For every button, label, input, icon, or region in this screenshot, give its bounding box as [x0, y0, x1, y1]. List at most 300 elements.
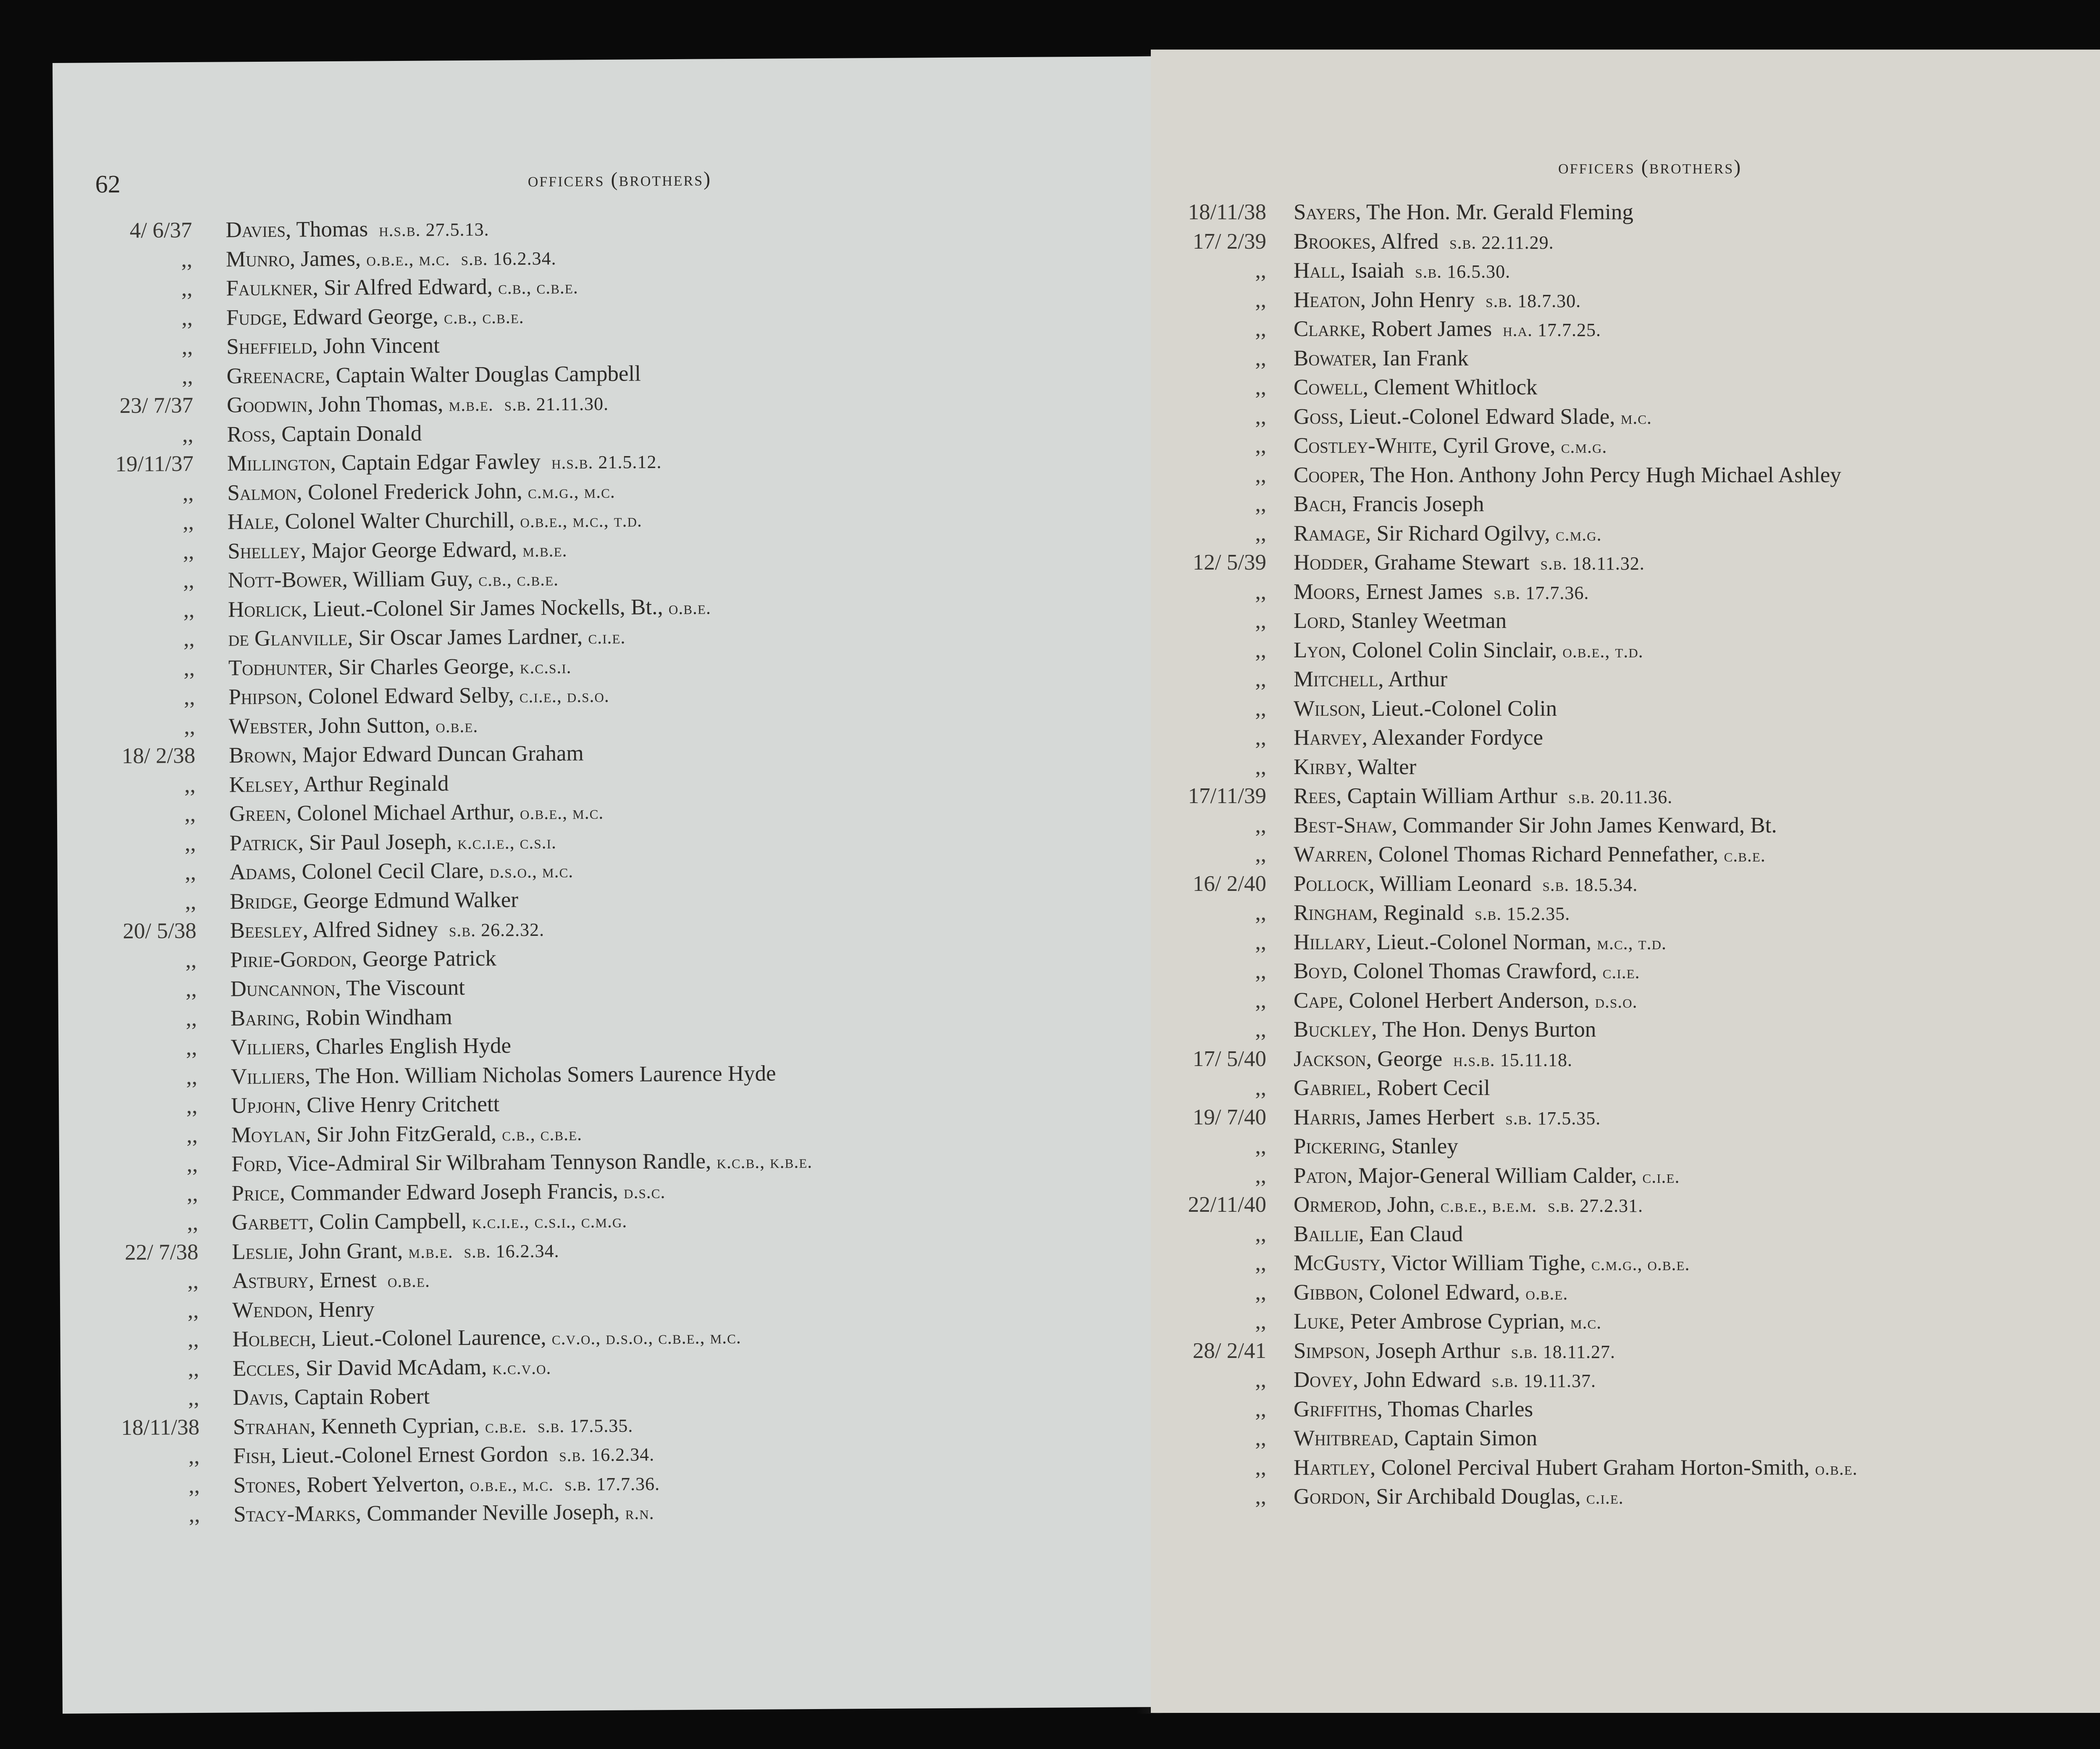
entry-forenames: , John Edward [1353, 1368, 1481, 1392]
entry-forenames: , Major Edward Duncan Graham [291, 741, 584, 767]
right-page [1151, 50, 2100, 1713]
entry-date: ,, [1255, 696, 1266, 721]
entry-honours: o.b.e. [436, 715, 478, 736]
entry-forenames: , Colonel Michael Arthur, [286, 800, 520, 826]
entry-surname: Whitbread [1294, 1426, 1394, 1450]
entry-surname: Davies [226, 217, 286, 242]
entry-name [1294, 927, 1667, 958]
entry-surname: de Glanville [228, 625, 348, 651]
entry-surname: Brookes [1294, 229, 1371, 254]
entry-surname: Ringham [1294, 901, 1373, 925]
entry-date: 4/ 6/37 [129, 218, 192, 243]
entry-award: s.b. 16.2.34. [464, 1240, 559, 1262]
entry-forenames: , Victor William Tighe, [1380, 1251, 1591, 1275]
entry-forenames: , Major George Edward, [300, 537, 523, 563]
entry-forenames: , Ernest James [1354, 579, 1483, 604]
entry-name [1294, 431, 1607, 462]
entry-forenames: , James, [289, 246, 367, 271]
entry-date: ,, [1255, 1076, 1266, 1100]
entry-forenames: , Lieut.-Colonel Ernest Gordon [270, 1442, 549, 1468]
entry-award: s.b. 18.11.32. [1540, 553, 1645, 574]
entry-date: ,, [183, 568, 194, 593]
entry-name [1294, 956, 1640, 987]
entry-forenames: , Robert Cecil [1365, 1076, 1490, 1100]
entry-forenames: , Peter Ambrose Cyprian, [1339, 1309, 1570, 1334]
entry-name [231, 1002, 452, 1033]
entry-honours: m.b.e. [522, 540, 567, 561]
entry-date: 22/ 7/38 [124, 1240, 199, 1265]
entry-surname: Moylan [231, 1122, 306, 1147]
entry-surname: Bach [1294, 492, 1341, 516]
entry-name [231, 1146, 813, 1180]
entry-surname: Kirby [1294, 754, 1347, 779]
entry-surname: Eccles [232, 1356, 295, 1381]
entry-date: ,, [1255, 813, 1266, 838]
entry-forenames: , Colonel Edward Selby, [297, 683, 520, 709]
entry-date: 28/ 2/41 [1192, 1338, 1266, 1363]
entry-surname: Bridge [230, 889, 292, 914]
entry-name [1294, 256, 1510, 286]
entry-surname: Fudge [226, 305, 282, 330]
entry-surname: Griffiths [1294, 1397, 1377, 1421]
entry-name [231, 1031, 511, 1062]
entry-date: ,, [1255, 258, 1266, 283]
entry-name [233, 1382, 430, 1413]
entry-surname: Harris [1294, 1105, 1356, 1129]
entry-surname: Sheffield [226, 334, 312, 359]
entry-forenames: , George [1366, 1046, 1443, 1071]
entry-name [1294, 1307, 1601, 1337]
entry-date: 18/11/38 [1188, 200, 1266, 224]
entry-award: s.b. 17.7.36. [1494, 582, 1589, 603]
entry-name [1294, 1336, 1615, 1367]
entry-name [226, 214, 489, 246]
entry-date: ,, [1255, 317, 1266, 341]
entry-surname: Hodder [1294, 550, 1363, 575]
entry-surname: Todhunter [228, 655, 328, 680]
entry-forenames: , Walter [1347, 754, 1417, 779]
entry-name [229, 797, 604, 830]
entry-honours: c.i.e., d.s.o. [519, 685, 609, 707]
entry-name [231, 1090, 500, 1121]
entry-date: ,, [189, 1502, 200, 1527]
entry-surname: Wilson [1294, 696, 1360, 721]
entry-surname: Pollock [1294, 871, 1369, 896]
entry-honours: m.c. [1570, 1312, 1602, 1333]
entry-date: ,, [182, 422, 194, 447]
entry-honours: o.b.e., m.c. [366, 248, 450, 270]
entry-date: ,, [1255, 959, 1266, 983]
entry-name [1294, 1453, 1858, 1484]
entry-surname: Gibbon [1294, 1280, 1358, 1305]
entry-forenames: , Lieut.-Colonel Sir James Nockells, Bt., [302, 594, 669, 621]
entry-surname: Bowater [1294, 346, 1372, 370]
entry-date: ,, [1255, 1397, 1266, 1421]
entry-date: 18/ 2/38 [121, 743, 196, 769]
entry-name [232, 1321, 741, 1355]
entry-honours: d.s.o. [1595, 991, 1638, 1012]
entry-date: ,, [1255, 842, 1266, 867]
entry-name [226, 331, 440, 361]
entry-forenames: , Sir John FitzGerald, [305, 1121, 502, 1147]
entry-date: ,, [183, 509, 194, 535]
entry-surname: Ford [231, 1151, 277, 1177]
entry-forenames: , Cyril Grove, [1432, 433, 1561, 458]
entry-forenames: , Commander Neville Joseph, [355, 1500, 625, 1526]
entry-date: ,, [1255, 725, 1266, 750]
entry-surname: Ross [227, 422, 270, 446]
entry-forenames: , Francis Joseph [1341, 492, 1484, 516]
entry-forenames: , John Sutton, [307, 712, 436, 738]
entry-surname: Adams [229, 859, 291, 885]
entry-honours: o.b.e. [1815, 1458, 1858, 1479]
entry-name [227, 446, 662, 479]
entry-forenames: , Clive Henry Critchett [295, 1092, 500, 1118]
entry-forenames: , Colonel Herbert Anderson, [1338, 988, 1595, 1013]
entry-forenames: , Lieut.-Colonel Laurence, [310, 1325, 552, 1351]
entry-surname: Greenacre [226, 363, 325, 388]
entry-award: s.b. 16.2.34. [559, 1444, 655, 1465]
entry-name [1294, 694, 1557, 723]
entry-name [1294, 314, 1601, 345]
entry-forenames: , William Guy, [342, 566, 479, 592]
entry-award: h.a. 17.7.25. [1503, 320, 1601, 340]
entry-surname: Patrick [229, 830, 298, 855]
entry-surname: Millington [227, 450, 331, 476]
entry-award: s.b. 17.5.35. [1505, 1108, 1601, 1129]
entry-forenames: , Vice-Admiral Sir Wilbraham Tennyson Randle, [276, 1149, 717, 1176]
entry-surname: Horlick [228, 596, 302, 622]
entry-forenames: , Major-General William Calder, [1347, 1163, 1643, 1188]
entry-date: ,, [1255, 609, 1266, 633]
entry-forenames: , Colonel Frederick John, [297, 478, 528, 504]
entry-forenames: , Henry [307, 1297, 375, 1322]
entry-surname: Costley-White [1294, 433, 1432, 458]
entry-date: ,, [184, 831, 196, 856]
entry-name [1294, 1190, 1643, 1221]
entry-surname: Hillary [1294, 930, 1366, 954]
entry-date: ,, [187, 1298, 199, 1323]
entry-name [230, 855, 574, 888]
entry-name [229, 769, 449, 799]
entry-honours: c.i.e. [1642, 1166, 1680, 1187]
entry-date: ,, [1255, 433, 1266, 458]
entry-forenames: , Stanley Weetman [1340, 609, 1507, 633]
entry-name [1294, 1219, 1463, 1249]
entry-surname: Garbett [231, 1210, 309, 1235]
entry-name [1294, 197, 1633, 227]
entry-honours: c.m.g., o.b.e. [1591, 1254, 1690, 1274]
entry-honours: r.n. [625, 1502, 654, 1523]
entry-surname: Paton [1294, 1163, 1347, 1188]
entry-date: ,, [181, 364, 193, 389]
entry-surname: Fish [233, 1443, 271, 1468]
entry-honours: c.i.e. [588, 627, 626, 648]
entry-date: ,, [181, 334, 193, 360]
entry-surname: Goss [1294, 404, 1339, 429]
entry-forenames: , Colonel Thomas Crawford, [1342, 959, 1603, 983]
entry-honours: m.c. [1620, 407, 1652, 428]
entry-surname: Harvey [1294, 725, 1362, 750]
entry-forenames: , Captain Donald [270, 421, 422, 446]
entry-surname: Pirie-Gordon [230, 947, 352, 972]
entry-date: ,, [1255, 1484, 1266, 1509]
entry-award: s.b. 15.2.35. [1475, 903, 1570, 924]
entry-name [232, 1295, 375, 1325]
entry-date: ,, [1255, 346, 1266, 370]
entry-date: 17/ 2/39 [1192, 229, 1266, 254]
entry-name [232, 1265, 430, 1297]
entry-date: ,, [181, 247, 193, 272]
entry-name [1294, 1482, 1624, 1513]
entry-surname: Luke [1294, 1309, 1339, 1334]
entry-honours: o.b.e. [1525, 1283, 1568, 1304]
entry-name [226, 301, 524, 334]
entry-surname: Hartley [1294, 1455, 1370, 1480]
entry-honours: k.c.i.e., c.s.i., c.m.g. [472, 1211, 627, 1232]
entry-name [233, 1352, 551, 1384]
entry-award: h.s.b. 21.5.12. [551, 452, 662, 473]
entry-forenames: , William Leonard [1369, 871, 1532, 896]
entry-surname: Webster [228, 713, 308, 738]
entry-surname: Astbury [232, 1268, 309, 1293]
entry-forenames: , Captain Walter Douglas Campbell [324, 361, 641, 388]
entry-name [1294, 898, 1570, 929]
entry-name [227, 504, 642, 538]
entry-name [1294, 664, 1447, 694]
entry-award: s.b. 17.5.35. [538, 1415, 633, 1436]
entry-honours: c.b., c.b.e. [502, 1123, 583, 1145]
entry-name [227, 475, 615, 509]
running-header: officers (brothers) [528, 168, 712, 192]
entry-name [1294, 1248, 1690, 1279]
entry-name [228, 592, 711, 625]
entry-name [227, 388, 609, 421]
entry-name [1294, 1073, 1490, 1103]
entry-honours: c.b., c.b.e. [498, 277, 578, 298]
entry-name [233, 1439, 654, 1472]
entry-honours: d.s.c. [623, 1181, 666, 1203]
entry-surname: Jackson [1294, 1046, 1366, 1071]
entry-name [1294, 1365, 1596, 1396]
entry-forenames: , Clement Whitlock [1362, 375, 1538, 399]
entry-forenames: , Ernest [308, 1268, 377, 1293]
entry-forenames: , Alfred [1370, 229, 1439, 254]
entry-award: s.b. 27.2.31. [1548, 1195, 1643, 1216]
entry-name [230, 914, 544, 947]
entry-date: ,, [1255, 404, 1266, 429]
entry-honours: c.b., c.b.e. [478, 569, 559, 590]
entry-award: h.s.b. 27.5.13. [379, 219, 489, 241]
entry-honours: c.m.g., m.c. [528, 481, 615, 502]
entry-honours: k.c.i.e., c.s.i. [457, 832, 557, 853]
entry-name [232, 1205, 627, 1239]
entry-surname: Cooper [1294, 462, 1360, 487]
entry-surname: Warren [1294, 842, 1368, 867]
entry-name [1294, 1132, 1458, 1161]
entry-name [1294, 781, 1672, 812]
entry-date: ,, [188, 1385, 200, 1410]
entry-date: 18/11/38 [121, 1415, 200, 1440]
entry-name [229, 738, 584, 770]
entry-surname: Davis [233, 1385, 284, 1410]
entry-name [1294, 723, 1543, 752]
entry-forenames: , Sir Archibald Douglas, [1365, 1484, 1586, 1509]
entry-surname: Beesley [230, 918, 303, 943]
entry-name [228, 622, 625, 655]
entry-surname: Hale [227, 509, 274, 534]
entry-honours: m.b.e. [449, 394, 494, 415]
entry-date: ,, [1255, 579, 1266, 604]
entry-date: ,, [1255, 375, 1266, 399]
entry-forenames: , Colonel Colin Sinclair, [1341, 638, 1563, 662]
entry-name [1294, 1278, 1568, 1308]
entry-forenames: , Commander Sir John James Kenward, Bt. [1391, 813, 1777, 838]
entry-surname: Baillie [1294, 1221, 1359, 1246]
entry-forenames: , Sir Oscar James Lardner, [347, 624, 588, 650]
entry-surname: Nott-Bower [228, 567, 342, 593]
entry-honours: c.m.g. [1555, 524, 1602, 545]
entry-date: ,, [186, 1123, 198, 1148]
entry-name [1294, 1161, 1680, 1192]
entry-name [228, 710, 478, 742]
entry-date: ,, [186, 1152, 198, 1177]
entry-date: ,, [1255, 638, 1266, 662]
entry-forenames: , John Henry [1360, 287, 1475, 312]
entry-forenames: , Captain Robert [283, 1384, 430, 1410]
entry-date: 20/ 5/38 [123, 918, 197, 944]
entry-forenames: , Robert Yelverton, [295, 1471, 470, 1497]
entry-name [228, 680, 609, 713]
entry-surname: Heaton [1294, 287, 1360, 312]
left-page [52, 56, 1180, 1714]
entry-surname: Baring [230, 1006, 295, 1030]
entry-date: ,, [183, 626, 195, 651]
entry-forenames: , Sir Richard Ogilvy, [1365, 521, 1556, 546]
entry-date: ,, [1255, 462, 1266, 487]
entry-date: ,, [1255, 1251, 1266, 1275]
entry-name [1294, 373, 1537, 402]
entry-surname: Ormerod [1294, 1192, 1376, 1217]
entry-name [228, 534, 567, 567]
entry-honours: o.b.e., m.c. [520, 802, 604, 824]
entry-date: ,, [186, 1093, 198, 1119]
entry-surname: Phipson [228, 684, 297, 709]
entry-surname: Gabriel [1294, 1076, 1366, 1100]
entry-name [1294, 1044, 1572, 1075]
entry-honours: c.b.e. [485, 1415, 527, 1437]
entry-name [1294, 752, 1416, 782]
entry-surname: Munro [226, 247, 290, 271]
entry-forenames: , The Hon. William Nicholas Somers Laurence Hyde [304, 1061, 776, 1088]
entry-name [1294, 636, 1643, 666]
entry-surname: Simpson [1294, 1338, 1365, 1363]
entry-date: ,, [183, 539, 194, 564]
entry-award: s.b. 22.11.29. [1449, 232, 1554, 253]
entry-award: h.s.b. 15.11.18. [1453, 1049, 1572, 1070]
entry-date: ,, [189, 1473, 200, 1498]
entry-date: ,, [188, 1356, 200, 1381]
entry-date: ,, [185, 948, 197, 972]
entry-forenames: , Ean Claud [1358, 1221, 1463, 1246]
entry-forenames: , George Patrick [351, 946, 496, 972]
entry-date: ,, [186, 1064, 197, 1089]
entry-date: ,, [1255, 492, 1266, 516]
entry-forenames: , Arthur Reginald [293, 771, 449, 797]
entry-surname: Duncannon [230, 976, 336, 1001]
entry-surname: Villiers [231, 1035, 305, 1060]
entry-surname: Hall [1294, 258, 1340, 283]
entry-surname: Boyd [1294, 959, 1342, 983]
entry-name [1294, 811, 1777, 840]
entry-date: ,, [185, 889, 197, 914]
entry-surname: Lyon [1294, 638, 1341, 662]
entry-name [228, 564, 559, 596]
entry-name [226, 242, 556, 275]
entry-date: ,, [1255, 1368, 1266, 1392]
entry-forenames: , Thomas Charles [1377, 1397, 1533, 1421]
entry-award: s.b. 20.11.36. [1568, 787, 1673, 807]
page-number: 62 [95, 170, 121, 198]
entry-name [1294, 285, 1581, 316]
running-header: officers (brothers) [1558, 156, 1742, 178]
entry-surname: Shelley [227, 538, 301, 563]
entry-name [1294, 1103, 1601, 1133]
entry-surname: Rees [1294, 784, 1336, 808]
entry-forenames: , John, [1376, 1192, 1441, 1217]
entry-name [233, 1468, 660, 1501]
entry-forenames: , Colin Campbell, [308, 1208, 472, 1234]
entry-date: ,, [188, 1444, 200, 1469]
entry-surname: Upjohn [231, 1093, 296, 1118]
entry-surname: Stones [233, 1473, 296, 1497]
entry-name [1294, 460, 1841, 490]
entry-forenames: , Joseph Arthur [1365, 1338, 1500, 1363]
entry-forenames: , Robert James [1360, 317, 1492, 341]
entry-date: ,, [1255, 1455, 1266, 1480]
entry-forenames: , Lieut.-Colonel Colin [1360, 696, 1557, 721]
entry-surname: Moors [1294, 579, 1355, 604]
entry-date: ,, [187, 1210, 199, 1235]
entry-forenames: , Stanley [1380, 1134, 1458, 1158]
entry-surname: Kelsey [229, 772, 294, 797]
entry-date: ,, [184, 714, 195, 739]
entry-forenames: , Robin Windham [294, 1004, 452, 1030]
entry-surname: Lord [1294, 609, 1340, 633]
entry-forenames: , John Thomas, [307, 391, 449, 417]
entry-date: ,, [1255, 930, 1266, 954]
entry-honours: d.s.o., m.c. [489, 861, 574, 882]
entry-date: ,, [182, 481, 194, 505]
entry-award: s.b. 16.5.30. [1415, 261, 1511, 282]
entry-surname: Clarke [1294, 317, 1360, 341]
entry-forenames: , Ian Frank [1371, 346, 1469, 370]
entry-surname: Cape [1294, 988, 1338, 1013]
entry-date: ,, [185, 977, 197, 1002]
entry-surname: Buckley [1294, 1017, 1372, 1042]
entry-date: ,, [1255, 667, 1266, 691]
entry-surname: Stacy-Marks [233, 1501, 356, 1527]
entry-honours: k.c.s.i. [520, 656, 572, 678]
entry-date: ,, [1255, 1134, 1266, 1158]
entry-surname: McGusty [1294, 1251, 1381, 1275]
entry-forenames: , John Vincent [312, 333, 440, 359]
entry-award: s.b. 18.7.30. [1486, 290, 1581, 311]
entry-forenames: , Reginald [1372, 901, 1464, 925]
entry-surname: Price [231, 1181, 280, 1205]
entry-forenames: , Colonel Cecil Clare, [290, 858, 490, 884]
entry-name [1294, 1394, 1533, 1424]
